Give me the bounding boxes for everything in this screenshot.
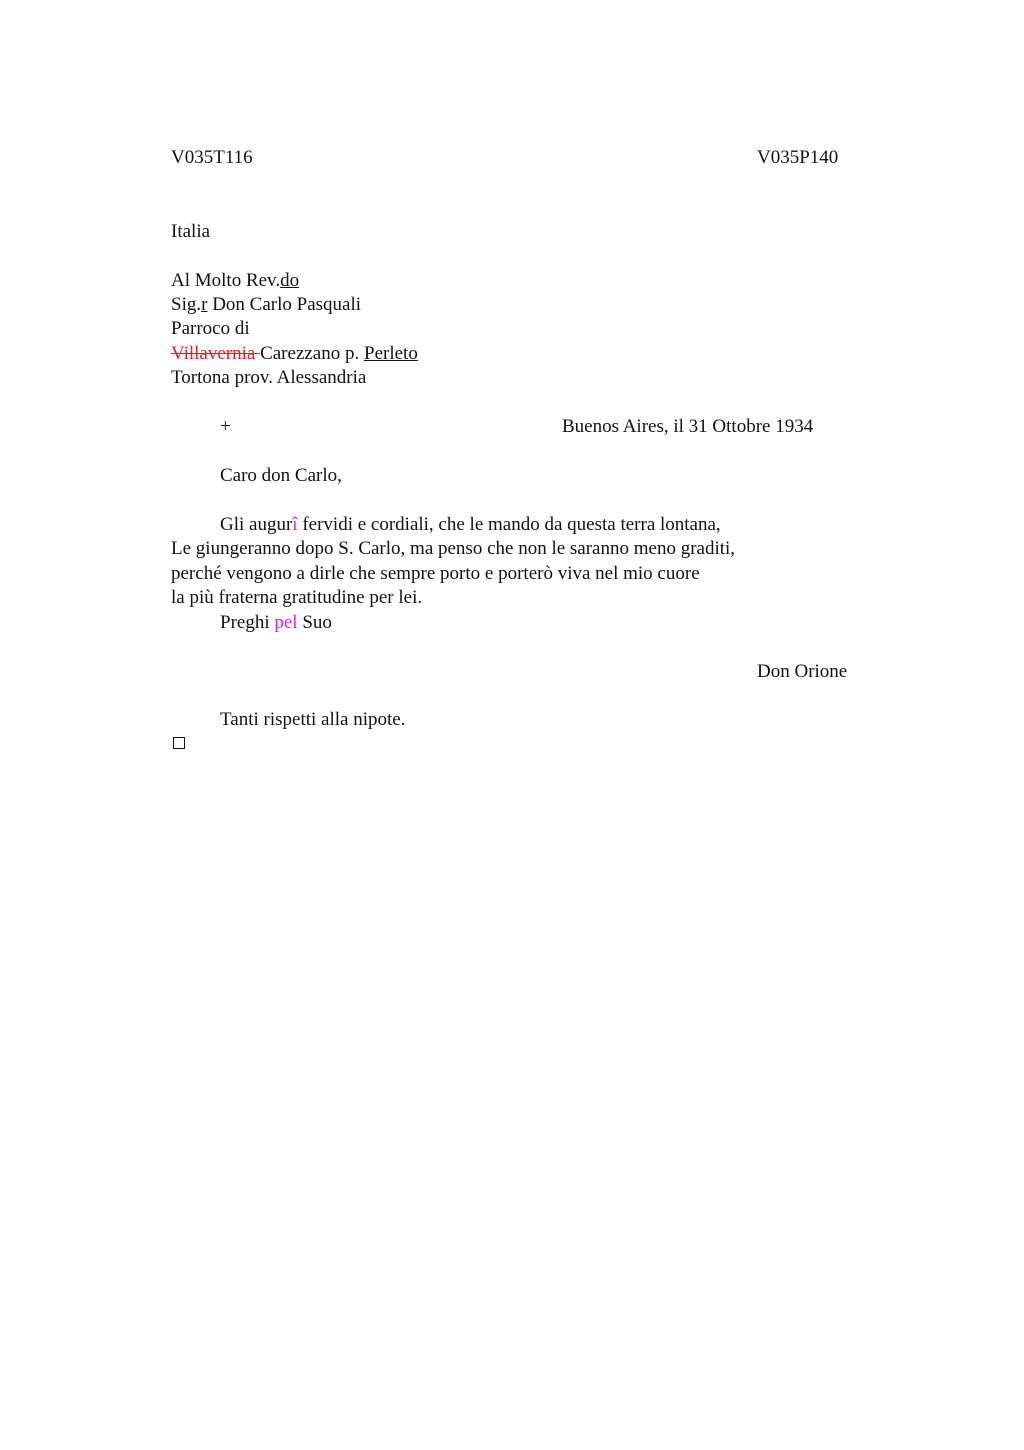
postscript: Tanti rispetti alla nipote. xyxy=(220,709,406,730)
paragraph-line-1 xyxy=(220,513,721,537)
address-line-5: Tortona prov. Alessandria xyxy=(171,367,367,388)
checkbox-glyph-icon xyxy=(173,737,185,749)
place-date: Buenos Aires, il 31 Ottobre 1934 xyxy=(562,416,814,437)
paragraph-line-1-start: Gli augur xyxy=(220,514,293,535)
signature: Don Orione xyxy=(757,661,848,682)
address-line-2 xyxy=(171,293,361,317)
header-right-code: V035P140 xyxy=(757,147,839,168)
address-line-1 xyxy=(171,269,299,293)
highlighted-word: pel xyxy=(274,612,298,633)
address-country: Italia xyxy=(171,221,211,242)
address-underlined-word: Perleto xyxy=(364,343,418,364)
paragraph-line-2: Le giungeranno dopo S. Carlo, ma penso che non le saranno meno graditi, xyxy=(171,538,736,559)
address-line-3: Parroco di xyxy=(171,318,250,339)
address-line-1-prefix: Al Molto Rev. xyxy=(171,270,281,291)
closing-end: Suo xyxy=(297,612,332,633)
address-line-1-abbrev: do xyxy=(280,270,300,291)
address-line-2-abbrev: r xyxy=(201,294,208,315)
paragraph-line-4: la più fraterna gratitudine per lei. xyxy=(171,587,423,608)
salutation: Caro don Carlo, xyxy=(220,465,342,486)
highlighted-letter: î xyxy=(292,514,298,535)
address-struck-word: Villavernia xyxy=(171,343,261,364)
address-line-4-mid: Carezzano p. xyxy=(260,343,364,364)
address-line-2-prefix: Sig. xyxy=(171,294,202,315)
header-left-code: V035T116 xyxy=(171,147,253,168)
cross-mark: + xyxy=(220,416,231,437)
address-line-2-name: Don Carlo Pasquali xyxy=(207,294,362,315)
address-line-4 xyxy=(171,342,418,366)
paragraph-line-3: perché vengono a dirle che sempre porto e porterò viva nel mio cuore xyxy=(171,563,700,584)
closing-line xyxy=(220,611,332,635)
closing-start: Preghi xyxy=(220,612,275,633)
paragraph-line-1-end: fervidi e cordiali, che le mando da questa terra lontana, xyxy=(297,514,721,535)
